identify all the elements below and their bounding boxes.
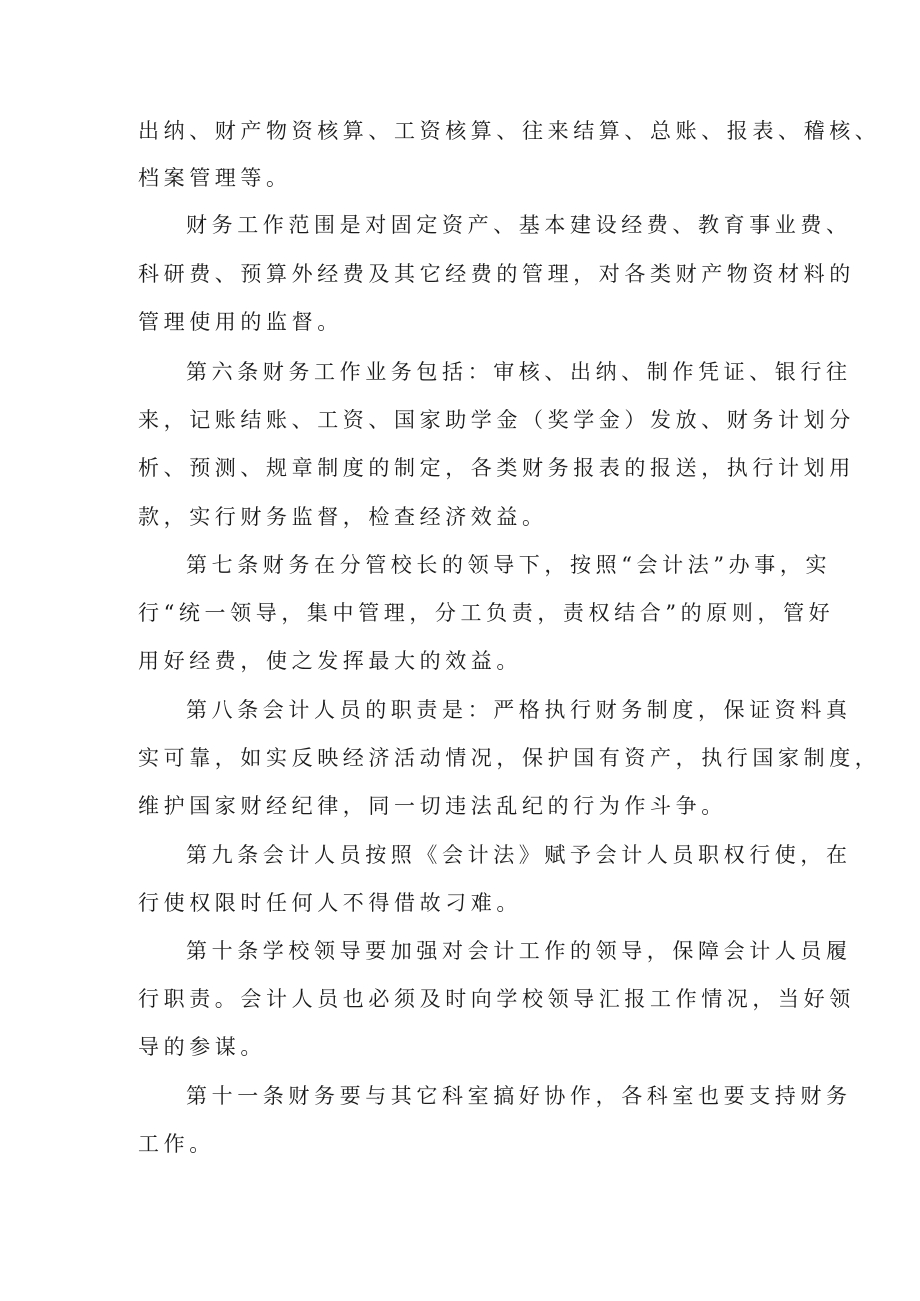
- paragraph-first-line: [0, 927, 920, 975]
- paragraph-first-line: [0, 1072, 920, 1120]
- text-line: [0, 975, 920, 1023]
- text-line: [0, 637, 920, 685]
- line-text: 第九条会计人员按照《会计法》赋予会计人员职权行使，在: [186, 843, 852, 867]
- line-text: 析、预测、规章制度的制定，各类财务报表的报送，执行计划用: [138, 456, 855, 480]
- line-text: 行“统一领导，集中管理，分工负责，责权结合”的原则，管好: [138, 601, 835, 625]
- text-line: [0, 782, 920, 830]
- text-line: [0, 589, 920, 637]
- paragraph-first-line: [0, 831, 920, 879]
- text-line: [0, 298, 920, 346]
- line-text: 导的参谋。: [138, 1035, 266, 1059]
- line-text: 行使权限时任何人不得借故刁难。: [138, 891, 522, 915]
- text-line: [0, 879, 920, 927]
- line-text: 出纳、财产物资核算、工资核算、往来结算、总账、报表、稽核、: [138, 119, 881, 143]
- line-text: 第十条学校领导要加强对会计工作的领导，保障会计人员履: [186, 939, 852, 963]
- paragraph-first-line: [0, 348, 920, 396]
- line-text: 档案管理等。: [138, 166, 292, 190]
- line-text: 款，实行财务监督，检查经济效益。: [138, 505, 548, 529]
- paragraph-first-line: [0, 686, 920, 734]
- line-text: 工作。: [138, 1132, 215, 1156]
- line-text: 行职责。会计人员也必须及时向学校领导汇报工作情况，当好领: [138, 987, 855, 1011]
- line-text: 来，记账结账、工资、国家助学金（奖学金）发放、财务计划分: [138, 408, 855, 432]
- text-line: [0, 493, 920, 541]
- text-line: [0, 734, 920, 782]
- text-line: [0, 1120, 920, 1168]
- line-text: 科研费、预算外经费及其它经费的管理，对各类财产物资材料的: [138, 262, 855, 286]
- paragraph-first-line: [0, 201, 920, 249]
- line-text: 管理使用的监督。: [138, 310, 343, 334]
- line-text: 第七条财务在分管校长的领导下，按照“会计法”办事，实: [186, 553, 832, 577]
- line-text: 财务工作范围是对固定资产、基本建设经费、教育事业费、: [186, 213, 852, 237]
- text-line: [0, 396, 920, 444]
- text-line: [0, 1023, 920, 1071]
- text-line: [0, 107, 920, 155]
- line-text: 维护国家财经纪律，同一切违法乱纪的行为作斗争。: [138, 794, 727, 818]
- line-text: 第十一条财务要与其它科室搞好协作，各科室也要支持财务: [186, 1084, 852, 1108]
- text-line: [0, 250, 920, 298]
- line-text: 第六条财务工作业务包括：审核、出纳、制作凭证、银行往: [186, 360, 852, 384]
- line-text: 实可靠，如实反映经济活动情况，保护国有资产，执行国家制度，: [138, 746, 881, 770]
- text-line: [0, 154, 920, 202]
- text-line: [0, 444, 920, 492]
- paragraph-first-line: [0, 541, 920, 589]
- line-text: 第八条会计人员的职责是：严格执行财务制度，保证资料真: [186, 698, 852, 722]
- line-text: 用好经费，使之发挥最大的效益。: [138, 649, 522, 673]
